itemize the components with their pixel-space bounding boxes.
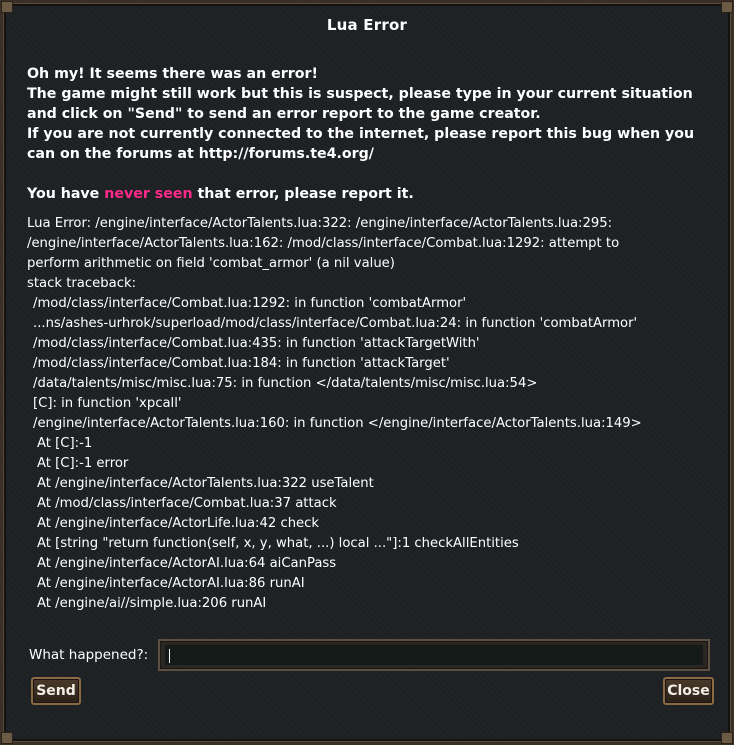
trace-line: At [string "return function(self, x, y, what, ...) local ..."]:1 checkAllEntities xyxy=(37,536,519,551)
send-button[interactable]: Send xyxy=(31,677,81,705)
report-status-line xyxy=(27,184,414,204)
trace-line: [C]: in function 'xpcall' xyxy=(33,396,182,411)
close-button[interactable]: Close xyxy=(663,677,714,705)
trace-line: ...ns/ashes-urhrok/superload/mod/class/interface/Combat.lua:24: in function 'combatArmor' xyxy=(33,316,638,331)
report-prefix: You have xyxy=(27,186,105,202)
trace-line: At /mod/class/interface/Combat.lua:37 attack xyxy=(37,496,337,511)
frame-corner-decoration xyxy=(721,1,733,13)
trace-line: /mod/class/interface/Combat.lua:184: in function 'attackTarget' xyxy=(33,356,450,371)
intro-line: can on the forums at http://forums.te4.org/ xyxy=(27,146,374,162)
trace-line: /engine/interface/ActorTalents.lua:160: in function </engine/interface/ActorTalents.lua:149> xyxy=(33,416,642,431)
trace-line: /mod/class/interface/Combat.lua:435: in function 'attackTargetWith' xyxy=(33,336,480,351)
error-intro-text xyxy=(27,64,717,164)
trace-line: At [C]:-1 error xyxy=(37,456,129,471)
trace-line: /mod/class/interface/Combat.lua:1292: in function 'combatArmor' xyxy=(33,296,467,311)
trace-line: stack traceback: xyxy=(27,276,137,291)
text-caret xyxy=(169,649,170,663)
report-suffix: that error, please report it. xyxy=(192,186,414,202)
trace-line: /engine/interface/ActorTalents.lua:162: /mod/class/interface/Combat.lua:1292: attempt to xyxy=(27,236,620,251)
intro-line: The game might still work but this is suspect, please type in your current situation xyxy=(27,86,693,102)
frame-corner-decoration xyxy=(721,732,733,744)
trace-line: At /engine/interface/ActorLife.lua:42 check xyxy=(37,516,320,531)
trace-line: Lua Error: /engine/interface/ActorTalents.lua:322: /engine/interface/ActorTalents.lua:295: xyxy=(27,216,613,231)
what-happened-input[interactable] xyxy=(165,645,703,665)
trace-line: At /engine/interface/ActorTalents.lua:322 useTalent xyxy=(37,476,374,491)
trace-line: At /engine/interface/ActorAI.lua:86 runAI xyxy=(37,576,305,591)
never-seen-highlight: never seen xyxy=(104,186,193,202)
trace-line: At /engine/interface/ActorAI.lua:64 aiCanPass xyxy=(37,556,337,571)
trace-line: At /engine/ai//simple.lua:206 runAI xyxy=(37,596,267,611)
intro-line: and click on "Send" to send an error report to the game creator. xyxy=(27,106,541,122)
trace-line: /data/talents/misc/misc.lua:75: in function </data/talents/misc/misc.lua:54> xyxy=(33,376,538,391)
dialog-title: Lua Error xyxy=(326,16,408,34)
what-happened-label: What happened?: xyxy=(29,647,149,663)
what-happened-input-frame xyxy=(158,639,710,671)
frame-corner-decoration xyxy=(1,1,13,13)
intro-line: If you are not currently connected to the internet, please report this bug when you xyxy=(27,126,695,142)
intro-line: Oh my! It seems there was an error! xyxy=(27,66,318,82)
frame-corner-decoration xyxy=(1,732,13,744)
stack-traceback xyxy=(27,214,727,614)
trace-line: At [C]:-1 xyxy=(37,436,93,451)
trace-line: perform arithmetic on field 'combat_armor' (a nil value) xyxy=(27,256,395,271)
